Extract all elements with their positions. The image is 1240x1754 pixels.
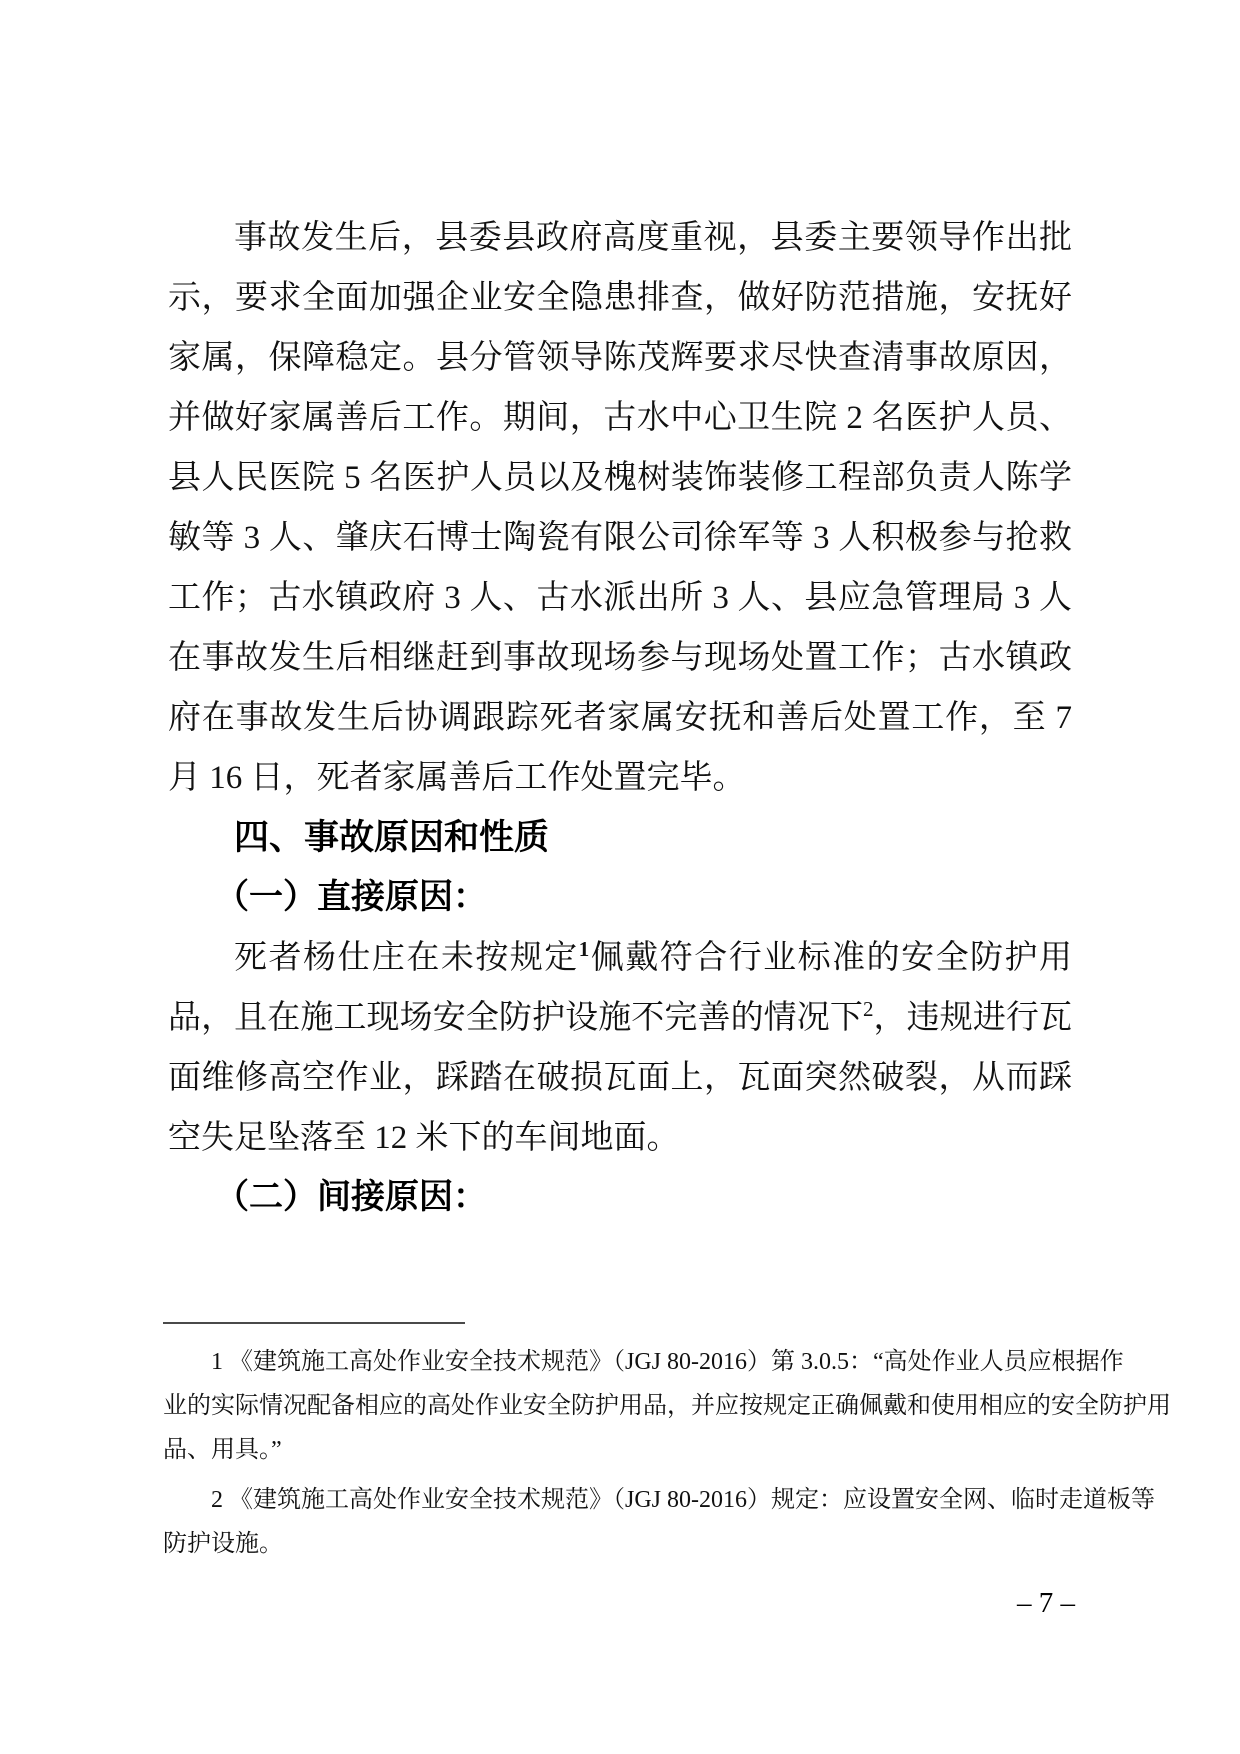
paragraph-line: 在事故发生后相继赶到事故现场参与现场处置工作；古水镇政 (168, 640, 1072, 676)
paragraph-line: 工作；古水镇政府 3 人、古水派出所 3 人、县应急管理局 3 人 (168, 580, 1072, 616)
footnote-line: 防护设施。 (163, 1531, 283, 1557)
paragraph-line: 事故发生后，县委县政府高度重视，县委主要领导作出批 (234, 220, 1072, 256)
paragraph-line: 府在事故发生后协调跟踪死者家属安抚和善后处置工作，至 7 (168, 700, 1072, 736)
footnote-2 (163, 1478, 1156, 1566)
line-text: 品，且在施工现场安全防护设施不完善的情况下 (168, 1000, 863, 1036)
paragraph-line (168, 928, 1072, 988)
footnote-line: 1 《建筑施工高处作业安全技术规范》（JGJ 80-2016）第 3.0.5：“高处作业人员应根据作 (211, 1349, 1124, 1375)
paragraph-line: 并做好家属善后工作。期间，古水中心卫生院 2 名医护人员、 (168, 400, 1072, 436)
footnote-line: 品、用具。” (163, 1437, 282, 1463)
paragraph-line: 家属，保障稳定。县分管领导陈茂辉要求尽快查清事故原因， (168, 340, 1072, 376)
footnote-line: 2 《建筑施工高处作业安全技术规范》（JGJ 80-2016）规定：应设置安全网、临时走道板等 (211, 1487, 1156, 1513)
line-text: ，违规进行瓦 (873, 1000, 1073, 1036)
paragraph-line: 敏等 3 人、肇庆石博士陶瓷有限公司徐军等 3 人积极参与抢救 (168, 520, 1072, 556)
footnote-line: 业的实际情况配备相应的高处作业安全防护用品，并应按规定正确佩戴和使用相应的安全防护用 (163, 1393, 1171, 1419)
footnote-1 (163, 1340, 1171, 1472)
paragraph-line: 面维修高空作业，踩踏在破损瓦面上，瓦面突然破裂，从而踩 (168, 1060, 1072, 1096)
footnote-separator (163, 1322, 465, 1324)
footnote-ref-2: 2 (862, 997, 874, 1021)
paragraph-line: 空失足坠落至 12 米下的车间地面。 (168, 1120, 680, 1156)
line-text: 佩戴符合行业标准的安全防护用 (589, 940, 1073, 976)
subsection-heading-indirect-cause: （二）间接原因： (215, 1179, 487, 1216)
paragraph-line (168, 988, 1072, 1048)
subsection-heading-direct-cause: （一）直接原因： (215, 879, 487, 916)
line-text: 死者杨仕庄在未按规定 (234, 940, 579, 976)
body-paragraph (168, 208, 1072, 808)
paragraph-line: 示，要求全面加强企业安全隐患排查，做好防范措施，安抚好 (168, 280, 1072, 316)
section-heading: 四、事故原因和性质 (234, 818, 550, 857)
page-number: – 7 – (1017, 1587, 1075, 1619)
footnote-ref-1: 1 (578, 937, 590, 961)
paragraph-line: 月 16 日，死者家属善后工作处置完毕。 (168, 760, 746, 796)
footnotes-section (163, 1340, 1171, 1566)
paragraph-line: 县人民医院 5 名医护人员以及槐树装饰装修工程部负责人陈学 (168, 460, 1072, 496)
direct-cause-paragraph (168, 928, 1072, 1168)
